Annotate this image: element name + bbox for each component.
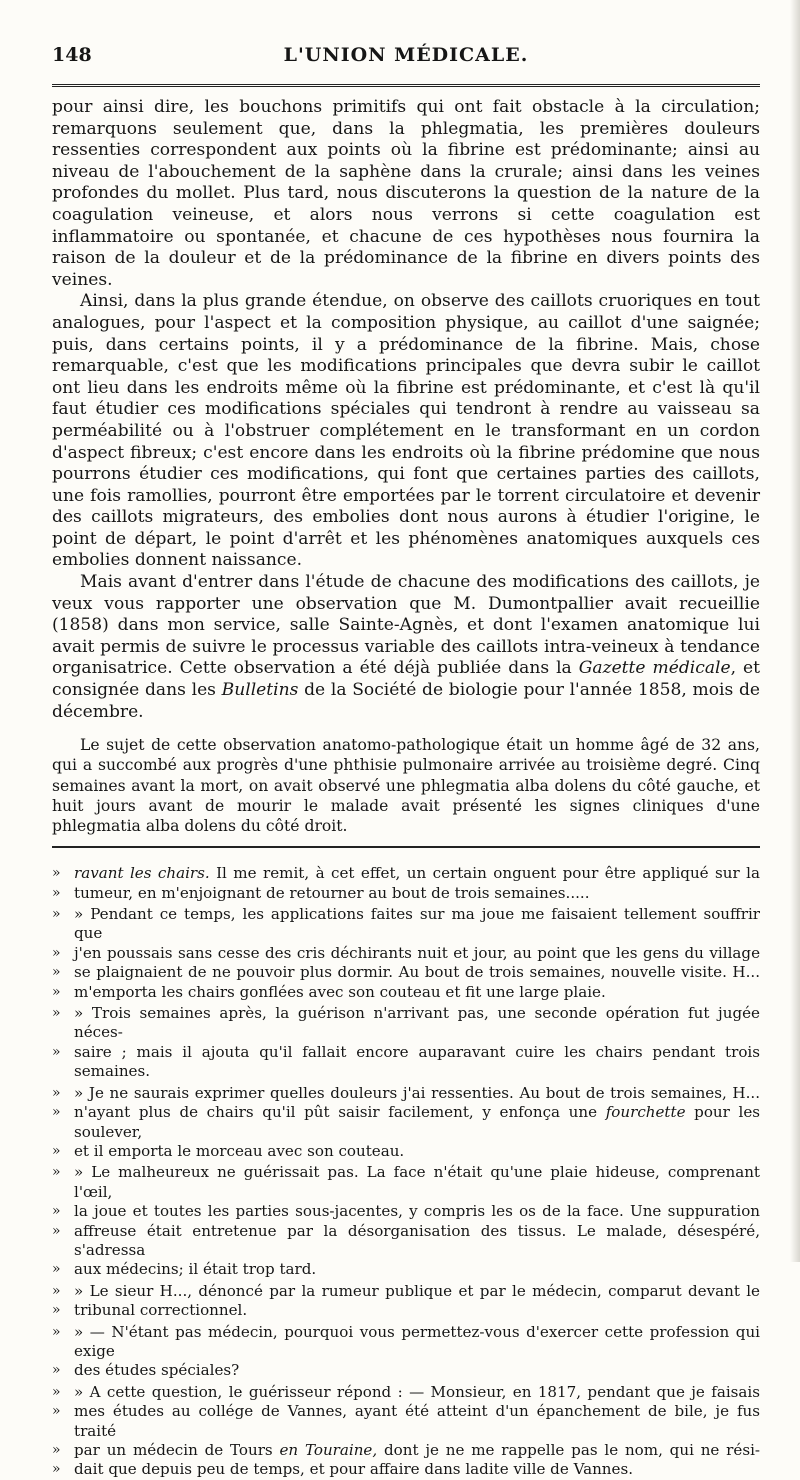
article-paragraph-2 (52, 291, 760, 572)
quoted-line (52, 1323, 760, 1362)
guillemet-mark: » (52, 1461, 61, 1478)
quoted-line-text (74, 983, 760, 1002)
guillemet-mark: » (52, 1383, 61, 1400)
guillemet-mark: » (52, 1302, 61, 1319)
quoted-line (52, 1383, 760, 1402)
quoted-line-text (74, 864, 760, 883)
guillemet-mark: » (52, 1203, 61, 1220)
quoted-line (52, 963, 760, 982)
guillemet-mark: » (52, 1261, 61, 1278)
guillemet-mark: » (52, 1282, 61, 1299)
guillemet-mark: » (52, 1442, 61, 1459)
quoted-line (52, 1163, 760, 1202)
text-run: mes études au collége de Vannes, ayant été atteint d'un épanchement de bile, je fus traité (74, 1402, 760, 1440)
quoted-line (52, 1142, 760, 1161)
quoted-line-text (74, 1142, 760, 1161)
text-run: Il me remit, à cet effet, un certain onguent pour être appliqué sur la (209, 864, 760, 883)
text-run: Pendant ce temps, les applications faites sur ma joue me faisaient tellement souffrir que (74, 905, 760, 943)
quoted-line (52, 1282, 760, 1301)
quoted-line-text (74, 1383, 760, 1402)
quoted-line (52, 944, 760, 963)
page-edge-shadow (790, 0, 800, 1262)
quoted-line (52, 1202, 760, 1221)
quoted-line (52, 884, 760, 903)
observation-paragraph: Le sujet de cette observation anatomo-pathologique était un homme âgé de 32 ans, qui a succombé aux progrès d'une phthisie pulmonaire arrivée au troisième degré. Cinq semaines avant la mort, on avait observé une phlegmatia alba dolens du côté gauche, et huit jours avant de mourir le malade avait présenté les signes cliniques d'une phlegmatia alba dolens du côté droit. (52, 736, 760, 836)
quoted-line (52, 1441, 760, 1460)
text-run: — N'étant pas médecin, pourquoi vous permettez-vous d'exercer cette profession qui exige (74, 1322, 760, 1360)
quoted-paragraph-2 (52, 905, 760, 1002)
text-run: saire ; mais il ajouta qu'il fallait encore auparavant cuire les chairs pendant trois semaines. (74, 1042, 760, 1081)
article-paragraph-1 (52, 97, 760, 291)
quoted-paragraph-1 (52, 864, 760, 903)
inner-guillemet: » (74, 1281, 90, 1300)
text-run: m'emporta les chairs gonflées avec son couteau et fit une large plaie. (74, 982, 606, 1001)
text-run: Le sieur H..., dénoncé par la rumeur publique et par le médecin, comparut devant le (89, 1281, 760, 1300)
quoted-paragraph-8 (52, 1383, 760, 1480)
quoted-line-text (74, 1460, 760, 1479)
quoted-line (52, 1361, 760, 1380)
quoted-line-text (74, 905, 760, 944)
text-run: aux médecins; il était trop tard. (74, 1260, 317, 1279)
text-run: Ainsi, dans la plus grande étendue, on observe des caillots cruoriques en tout analogues, pour l'aspect et la composition physique, au caillot d'une saignée; puis, dans certains points, il y a prédominance de la fibrine. Mais, chose remarquable, c'est que les modifications principales que devra subir le caillot ont lieu dans les endroits même où la fibrine est prédominante, et c'est là qu'il faut étudier ces modifications spéciales qui tendront à rendre au vaisseau sa perméabilité ou à l'obstruer complétement en le transformant en un cordon d'aspect fibreux; c'est encore dans les endroits où la fibrine prédomine que nous pourrons étudier ces modifications, qui font que certaines parties des caillots, une fois ramollies, pourront être emportées par le torrent circulatoire et devenir des caillots migrateurs, des embolies dont nous aurons à étudier l'origine, le point de départ, le point d'arrêt et les phénomènes anatomiques auxquels ces embolies donnent naissance. (52, 291, 760, 571)
page-number: 148 (52, 44, 92, 66)
quoted-line-text (74, 1222, 760, 1261)
article-paragraph-3 (52, 572, 760, 723)
feuilleton-divider-rule (52, 846, 760, 848)
guillemet-mark: » (52, 1005, 61, 1022)
text-run: pour ainsi dire, les bouchons primitifs qui ont fait obstacle à la circulation; remarquons seulement que, dans la phlegmatia, les premières douleurs ressenties correspondent aux points où la fibrine est prédominante; ainsi au niveau de l'abouchement de la saphène dans la crurale; ainsi dans les veines profondes du mollet. Plus tard, nous discuterons la question de la nature de la coagulation veineuse, et alors nous verrons si cette coagulation est inflammatoire ou spontanée, et chacune de ces hypothèses nous fournira la raison de la douleur et de la prédominance de la fibrine en divers points des veines. (52, 97, 760, 290)
text-run: Je ne saurais exprimer quelles douleurs j'ai ressenties. Au bout de trois semaines, H... (88, 1083, 760, 1102)
inner-guillemet: » (74, 1083, 89, 1102)
quoted-line (52, 1103, 760, 1142)
italic-text: Gazette médicale (578, 658, 731, 679)
quoted-line (52, 1402, 760, 1441)
text-run: j'en poussais sans cesse des cris déchirants nuit et jour, au point que les gens du village (74, 943, 760, 962)
quoted-line-text (74, 944, 760, 963)
quoted-line-text (74, 1103, 760, 1142)
guillemet-mark: » (52, 1222, 61, 1239)
journal-title: L'UNION MÉDICALE. (283, 44, 529, 66)
quoted-line-text (74, 1301, 760, 1320)
text-run: pour les soulever, (74, 1103, 760, 1141)
quoted-line-text (74, 1084, 760, 1103)
text-run: par un médecin de Tours (74, 1441, 280, 1460)
quoted-line-text (74, 1441, 760, 1460)
text-run: , et consignée dans les (52, 658, 761, 701)
guillemet-mark: » (52, 1403, 61, 1420)
inner-guillemet: » (74, 1382, 90, 1401)
guillemet-mark: » (52, 1142, 61, 1159)
guillemet-mark: » (52, 865, 61, 882)
quoted-line (52, 1043, 760, 1082)
text-run: dait que depuis peu de temps, et pour affaire dans ladite ville de Vannes. (74, 1460, 634, 1479)
text-run: des études spéciales? (74, 1361, 240, 1380)
quoted-line-text (74, 1323, 760, 1362)
guillemet-mark: » (52, 983, 61, 1000)
quoted-line-text (74, 963, 760, 982)
quoted-line-text (74, 1361, 760, 1380)
quoted-line (52, 1301, 760, 1320)
guillemet-mark: » (52, 1362, 61, 1379)
quoted-line-text (74, 1260, 760, 1279)
quoted-line (52, 1084, 760, 1103)
quoted-paragraph-6 (52, 1282, 760, 1321)
text-run: tumeur, en m'enjoignant de retourner au bout de trois semaines..... (74, 883, 590, 902)
running-header (52, 44, 760, 87)
text-run: dont je ne me rappelle pas le nom, qui ne rési- (377, 1441, 760, 1460)
guillemet-mark: » (52, 944, 61, 961)
quoted-line-text (74, 1163, 760, 1202)
text-run: Trois semaines après, la guérison n'arrivant pas, une seconde opération fut jugée néces- (74, 1004, 760, 1042)
italic-text: fourchette (605, 1103, 686, 1122)
italic-text: en Touraine, (279, 1441, 378, 1460)
quoted-line-text (74, 1004, 760, 1043)
text-run: n'ayant plus de chairs qu'il pût saisir facilement, y enfonça une (74, 1103, 606, 1122)
quoted-line-text (74, 1202, 760, 1221)
text-run: la joue et toutes les parties sous-jacentes, y compris les os de la face. Une suppuration (74, 1202, 760, 1221)
text-run: Le malheureux ne guérissait pas. La face n'était qu'une plaie hideuse, comprenant l'œil, (74, 1163, 760, 1201)
quoted-paragraph-5 (52, 1163, 760, 1279)
quoted-line (52, 1460, 760, 1479)
inner-guillemet: » (74, 1163, 92, 1182)
text-run: Mais avant d'entrer dans l'étude de chacune des modifications des caillots, je veux vous rapporter une observation que M. Dumontpallier avait recueillie (1858) dans mon service, salle Sainte-Agnès, et dont l'examen anatomique lui avait permis de suivre le processus variable des caillots intra-veineux à tendance organisatrice. Cette observation a été déjà publiée dans la (52, 572, 760, 679)
guillemet-mark: » (52, 964, 61, 981)
quoted-line (52, 1260, 760, 1279)
guillemet-mark: » (52, 906, 61, 923)
text-run: affreuse était entretenue par la désorganisation des tissus. Le malade, désespéré, s'adressa (74, 1221, 760, 1259)
quoted-paragraph-7 (52, 1323, 760, 1381)
quoted-line (52, 1004, 760, 1043)
inner-guillemet: » (74, 1004, 92, 1023)
guillemet-mark: » (52, 1084, 61, 1101)
inner-guillemet: » (74, 905, 91, 924)
guillemet-mark: » (52, 884, 61, 901)
main-article-text (52, 97, 760, 723)
text-run: et il emporta le morceau avec son couteau. (74, 1141, 405, 1160)
text-run: tribunal correctionnel. (74, 1301, 248, 1320)
text-run: se plaignaient de ne pouvoir plus dormir. Au bout de trois semaines, nouvelle visite. H... (74, 963, 760, 982)
quoted-line (52, 905, 760, 944)
text-run: de la Société de biologie pour l'année 1858, mois de décembre. (52, 680, 760, 722)
feuilleton-quoted-text (52, 864, 760, 1480)
quoted-line (52, 983, 760, 1002)
quoted-paragraph-3 (52, 1004, 760, 1082)
quoted-line-text (74, 884, 760, 903)
italic-text: ravant les chairs. (74, 864, 210, 883)
quoted-line-text (74, 1402, 760, 1441)
quoted-line (52, 1222, 760, 1261)
text-run: A cette question, le guérisseur répond : — Monsieur, en 1817, pendant que je faisais (89, 1382, 760, 1401)
quoted-line-text (74, 1282, 760, 1301)
quoted-line (52, 864, 760, 883)
guillemet-mark: » (52, 1164, 61, 1181)
guillemet-mark: » (52, 1043, 61, 1060)
quoted-paragraph-4 (52, 1084, 760, 1162)
quoted-line-text (74, 1043, 760, 1082)
guillemet-mark: » (52, 1323, 61, 1340)
guillemet-mark: » (52, 1104, 61, 1121)
inner-guillemet: » (74, 1322, 90, 1341)
italic-text: Bulletins (221, 680, 299, 701)
